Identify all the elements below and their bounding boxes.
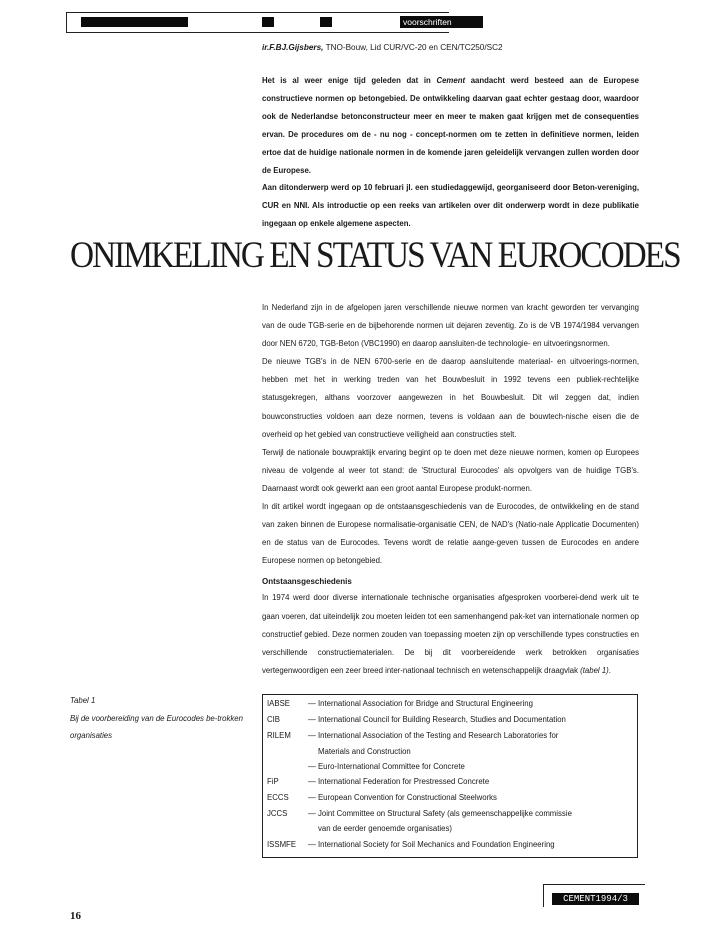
- org-abbreviation: RILEM: [267, 731, 291, 740]
- section-label: voorschriften: [400, 16, 483, 28]
- org-abbreviation: CIB: [267, 715, 280, 724]
- table-row: [263, 793, 637, 802]
- intro-emphasis: Cement: [436, 76, 466, 85]
- table-caption: [70, 692, 248, 745]
- body-paragraph: De nieuwe TGB's in de NEN 6700-serie en de daarop aansluitende materiaal- en uitvoerings-normen, hebben met het in werking treden van het Bouwbesluit in 1992 tevens een publiek-rechtelijke statusgekregen, althans voorzover aangewezen in het Bouwbesluit. Dit wil zeggen dat, indien bouwconstructies voldoen aan deze normen, tevens is voldaan aan de bouwtech-nische eisen die de overheid op het gebied van constructieve veiligheid aan constructies stelt.: [262, 357, 639, 439]
- org-abbreviation: FiP: [267, 777, 279, 786]
- org-abbreviation: [263, 747, 308, 756]
- org-abbreviation: [263, 762, 308, 771]
- table-row: [263, 777, 637, 786]
- caption-text: Bij de voorbereiding van de Eurocodes be-trokken organisaties: [70, 713, 243, 740]
- org-name: — International Federation for Prestressed Concrete: [308, 777, 490, 786]
- table-reference: (tabel 1): [580, 665, 609, 675]
- org-abbreviation: JCCS: [267, 809, 288, 818]
- header-block: [320, 17, 332, 27]
- org-abbreviation: ECCS: [267, 793, 289, 802]
- intro-text: aandacht werd besteed aan de Europese constructieve normen op betongebied. De ontwikkeling daarvan gaat echter gestaag door, waardoor ook de Nederlandse betonconstructeur meer en meer te maken gaat krijgen met de consequenties ervan. De procedures om de - nu nog - concept-normen om te zetten in definitieve normen, leiden ertoe dat de huidige nationale normen in de komende jaren geleidelijk vervangen zullen worden door de Europese.: [262, 76, 639, 175]
- org-name: — European Convention for Constructional Steelworks: [308, 793, 497, 802]
- section-subheading: Ontstaansgeschiedenis: [262, 577, 352, 587]
- journal-label: CEMENT1994/3: [552, 893, 639, 905]
- intro-paragraph: Aan ditonderwerp werd op 10 februari jl. een studiedaggewijd, georganiseerd door Beton-vereniging, CUR en NNI. Als introductie op een reeks van artikelen over dit onderwerp wordt in deze publikatie ingegaan op enkele algemene aspecten.: [262, 183, 639, 229]
- header-rule: [67, 12, 449, 13]
- org-abbreviation: ISSMFE: [267, 840, 297, 849]
- author-name: ir.F.BJ.Gijsbers,: [262, 43, 324, 52]
- header-block: [81, 17, 188, 27]
- body-text: In 1974 werd door diverse internationale technische organisaties afgesproken voorberei-dend werk uit te gaan voeren, dat uiteindelijk zou moeten leiden tot een samenhangend pak-ket van internationale normen op constructief gebied. Deze normen zouden van toepassing moeten zijn op verschillende types constructies en verschillende constructiematerialen. De bij dit voorbereidende werk betrokken organisaties vertegenwoordigen een zeer breed inter-nationaal technisch en wetenschappelijk draagvlak: [262, 593, 639, 675]
- author-affiliation: TNO-Bouw, Lid CUR/VC-20 en CEN/TC250/SC2: [323, 43, 503, 52]
- org-name: — International Council for Building Research, Studies and Documentation: [308, 715, 566, 724]
- org-abbreviation: [263, 824, 308, 833]
- body-text: .: [608, 665, 611, 675]
- org-name: — International Society for Soil Mechanics and Foundation Engineering: [308, 840, 555, 849]
- header-block: [262, 17, 274, 27]
- org-name: — Euro-International Committee for Concrete: [308, 762, 465, 771]
- article-headline: ONIMKELING EN STATUS VAN EUROCODES: [70, 235, 680, 276]
- page-number: 16: [70, 910, 81, 922]
- org-name: — International Association of the Testing and Research Laboratories for: [308, 731, 559, 740]
- body-paragraph: Terwijl de nationale bouwpraktijk ervaring begint op te doen met deze nieuwe normen, komen op Europees niveau de volgende al weer tot stand: de 'Structural Eurocodes' als opvolgers van de huidige TGB's. Daarnaast wordt ook gewerkt aan een groot aantal Europese produkt-normen.: [262, 447, 639, 493]
- footer-tab: [543, 884, 645, 907]
- organisations-table: [262, 694, 638, 858]
- body-paragraph: In Nederland zijn in de afgelopen jaren verschillende nieuwe normen van kracht geworden ter vervanging van de oude TGB-serie en de bijbehorende normen uit dejaren zeventig. Zo is de VB 1974/1984 vervangen door NEN 6720, TGB-Beton (VBC1990) en daarop aansluiten-de technologie- en uitvoeringsnormen.: [262, 303, 639, 349]
- intro-paragraph: [262, 72, 639, 179]
- header-bar: [66, 12, 452, 33]
- table-row: [263, 762, 637, 771]
- org-name: — Joint Committee on Structural Safety (als gemeenschappelijke commissie: [308, 809, 572, 818]
- table-row: [263, 715, 637, 724]
- table-row: [263, 840, 637, 849]
- table-row: [263, 699, 637, 708]
- intro-lead: [262, 72, 639, 233]
- body-paragraph: [262, 589, 639, 679]
- table-row: [263, 809, 637, 818]
- org-name: Materials and Construction: [318, 747, 411, 756]
- byline: [262, 43, 503, 52]
- org-name: — International Association for Bridge and Structural Engineering: [308, 699, 533, 708]
- article-body: [262, 299, 639, 680]
- org-abbreviation: IABSE: [267, 699, 290, 708]
- table-row: [263, 824, 637, 833]
- table-row: [263, 747, 637, 756]
- caption-label: Tabel 1: [70, 696, 96, 705]
- table-row: [263, 731, 637, 740]
- intro-text: Het is al weer enige tijd geleden dat in: [262, 76, 437, 85]
- org-name: van de eerder genoemde organisaties): [318, 824, 452, 833]
- body-paragraph: In dit artikel wordt ingegaan op de ontstaansgeschiedenis van de Eurocodes, de ontwikkeling en de stand van zaken binnen de Europese normalisatie-organisatie CEN, de NAD's (Natio-nale Applicatie Documenten) en de status van de Eurocodes. Tevens wordt de relatie aange-geven tussen de Eurocodes en andere Europese normen op betongebied.: [262, 502, 639, 566]
